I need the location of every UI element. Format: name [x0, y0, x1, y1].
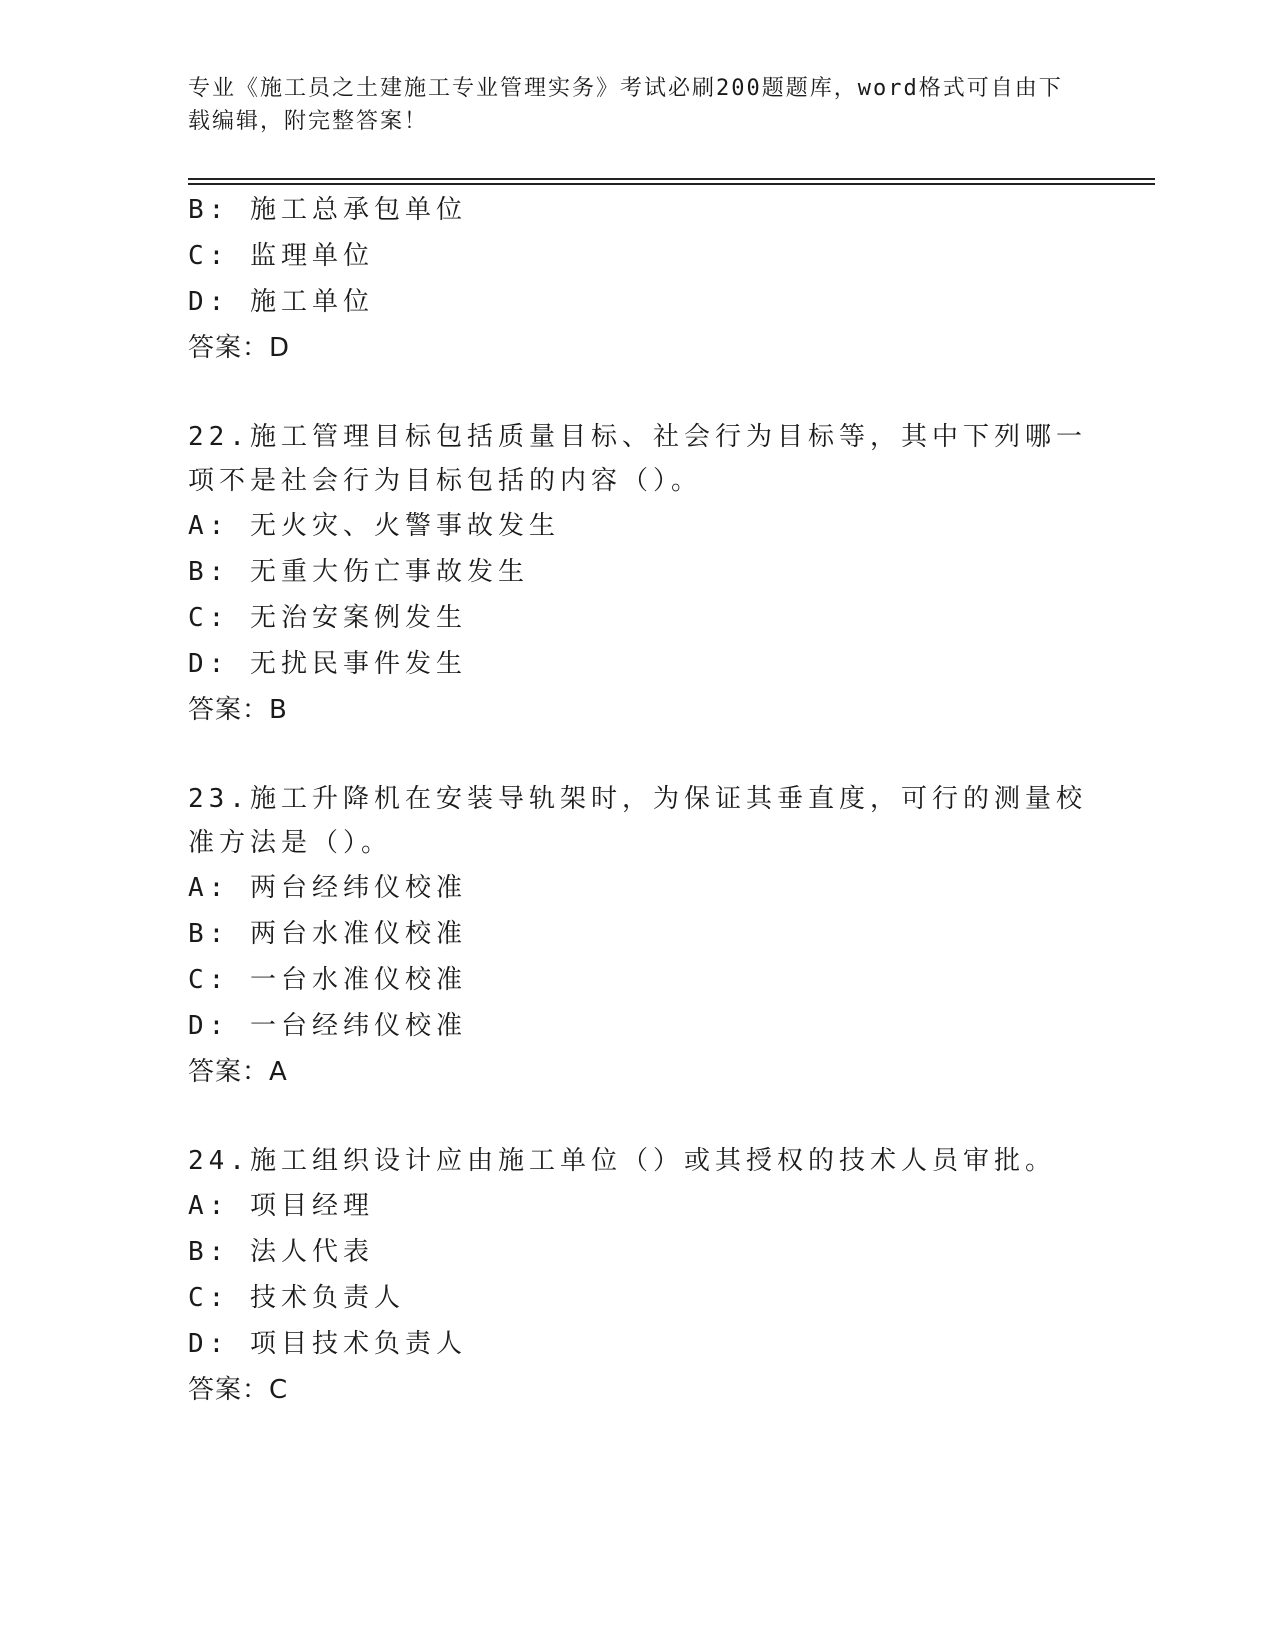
option-b: B: 两台水准仪校准	[188, 919, 467, 949]
question-21-partial	[188, 187, 1088, 371]
document-header: 专业《施工员之土建施工专业管理实务》考试必刷200题题库，word格式可自由下载编辑，附完整答案！	[188, 76, 1063, 134]
question-23	[188, 777, 1088, 1095]
question-title: 24.施工组织设计应由施工单位（）或其授权的技术人员审批。	[188, 1146, 1056, 1176]
header-rule-bottom	[188, 183, 1155, 185]
question-22	[188, 415, 1088, 733]
option-a: A: 两台经纬仪校准	[188, 873, 467, 903]
option-d: D: 项目技术负责人	[188, 1329, 467, 1359]
option-a: A: 项目经理	[188, 1191, 374, 1221]
question-title: 23.施工升降机在安装导轨架时，为保证其垂直度，可行的测量校准方法是（）。	[188, 784, 1087, 858]
answer: 答案：A	[188, 1057, 288, 1087]
option-b: B: 无重大伤亡事故发生	[188, 557, 529, 587]
header-rule-top	[188, 178, 1155, 180]
option-c: C: 无治安案例发生	[188, 603, 467, 633]
option-c: C: 技术负责人	[188, 1283, 405, 1313]
question-24	[188, 1139, 1088, 1413]
question-title: 22.施工管理目标包括质量目标、社会行为目标等，其中下列哪一项不是社会行为目标包括的内容（）。	[188, 422, 1087, 496]
answer: 答案：C	[188, 1375, 289, 1405]
option-a: A: 无火灾、火警事故发生	[188, 511, 560, 541]
option-c: C: 一台水准仪校准	[188, 965, 467, 995]
answer: 答案：D	[188, 333, 291, 363]
option-d: D: 一台经纬仪校准	[188, 1011, 467, 1041]
option-d: D: 无扰民事件发生	[188, 649, 467, 679]
option-d: D: 施工单位	[188, 287, 374, 317]
document-body	[188, 187, 1088, 1413]
option-b: B: 施工总承包单位	[188, 195, 467, 225]
option-c: C: 监理单位	[188, 241, 374, 271]
answer: 答案：B	[188, 695, 288, 725]
option-b: B: 法人代表	[188, 1237, 374, 1267]
